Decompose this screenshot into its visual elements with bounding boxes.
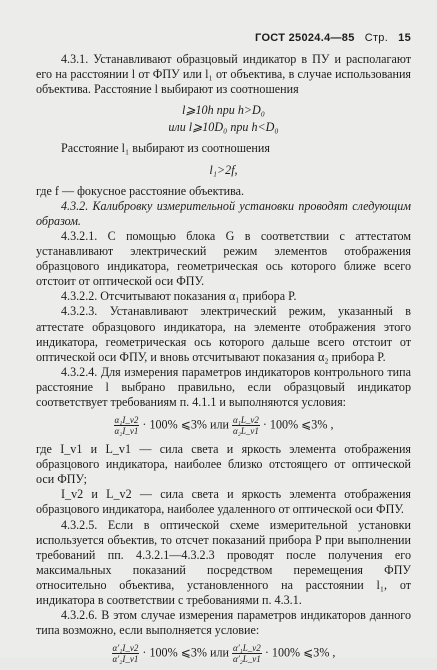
formula-condition-1: l⩾10h при h>D₀ [182, 103, 265, 118]
page-number: 15 [398, 32, 411, 44]
paragraph-4-3-2-2: 4.3.2.2. Отсчитывают показания α₁ прибора P. [61, 289, 297, 304]
paragraph-focal-length: где f — фокусное расстояние объектива. [36, 183, 245, 198]
paragraph-4-3-2: 4.3.2. Калибровку измерительной установки проводят следующим образом. [36, 198, 411, 228]
fraction-intensity: $\frac{\text{α₁I\_v2}}{\text{α₂I\_v1}}$ [114, 415, 139, 437]
equation-1: $\frac{\text{α₁I\_v2}}{\text{α₂I\_v1}}$ · 100% ⩽3% или $\frac{\text{α₁L\_v2}}{\text{α₂L\_v1}}$ · 100% ⩽3% , [114, 415, 334, 437]
formula-condition-2: или l⩾10D₀ при h<D₀ [168, 120, 279, 135]
fraction-intensity-prime: $\frac{\text{α′₁I\_v2}}{\text{α′₂I\_v1}}$ [112, 643, 139, 665]
equation-2: $\frac{\text{α′₁I\_v2}}{\text{α′₂I\_v1}}$ · 100% ⩽3% или $\frac{\text{α′₁L\_v2}}{\text{α′₂L\_v1}}$ · 100% ⩽3% , [112, 643, 336, 665]
paragraph-4-3-1: 4.3.1. Устанавливают образцовый индикатор в ПУ и располагают его на расстоянии l от ФПУ или l₁ от объектива, в случае использования объектива. Расстояние l выбирают из соотношения [36, 52, 411, 97]
document-body [36, 52, 411, 670]
paragraph-where-v2: I_v2 и L_v2 — сила света и яркость элемента отображения образцового индикатора, наиболее удаленного от оптической оси ФПУ. [36, 487, 411, 517]
paragraph-4-3-2-3: 4.3.2.3. Устанавливают электрический режим, указанный в аттестате образцового индикатора, на элементе отображения этого индикатора, геометрическая ось которого дальше всего отстоит от оптической оси ФПУ, и вновь отсчитывают показания α₂ прибора P. [36, 304, 411, 364]
page-label: Стр. [364, 32, 389, 44]
paragraph-4-3-2-1: 4.3.2.1. С помощью блока G в соответствии с аттестатом устанавливают электрический режим элементов отображения образцового индикатора, геометрическая ось которого ближе всего отстоит от оптической оси ФПУ. [36, 228, 411, 289]
fraction-luminance: $\frac{\text{α₁L\_v2}}{\text{α₂L\_v1}}$ [232, 415, 259, 437]
paragraph-where-v1: где I_v1 и L_v1 — сила света и яркость элемента отображения образцового индикатора, наиболее близко отстоящего от оптической оси ФПУ; [36, 442, 411, 487]
page-header [255, 31, 411, 46]
paragraph-4-3-2-6: 4.3.2.6. В этом случае измерения параметров индикаторов данного типа возможно, если выполняется условие: [36, 608, 411, 638]
formula-l1: l₁>2f, [209, 162, 238, 177]
fraction-luminance-prime: $\frac{\text{α′₁L\_v2}}{\text{α′₂L\_v1}}$ [232, 643, 261, 665]
paragraph-distance-l1: Расстояние l₁ выбирают из соотношения [61, 141, 270, 156]
standard-number: ГОСТ 25024.4—85 [255, 32, 355, 44]
paragraph-4-3-2-4: 4.3.2.4. Для измерения параметров индикаторов контрольного типа расстояние l выбрано правильно, если образцовый индикатор соответствует требованиям п. 4.1.1 и выполняются условия: [36, 364, 411, 409]
paragraph-4-3-2-5: 4.3.2.5. Если в оптической схеме измерительной установки используется объектив, то отсчет показаний прибора P при выполнении требований пп. 4.3.2.1—4.3.2.3 проводят после получения его максимальных показаний посредством перемещения ФПУ относительно объектива, установленного на расстоянии l₁, от индикатора в соответствии с требованиями п. 4.3.1. [36, 517, 411, 607]
